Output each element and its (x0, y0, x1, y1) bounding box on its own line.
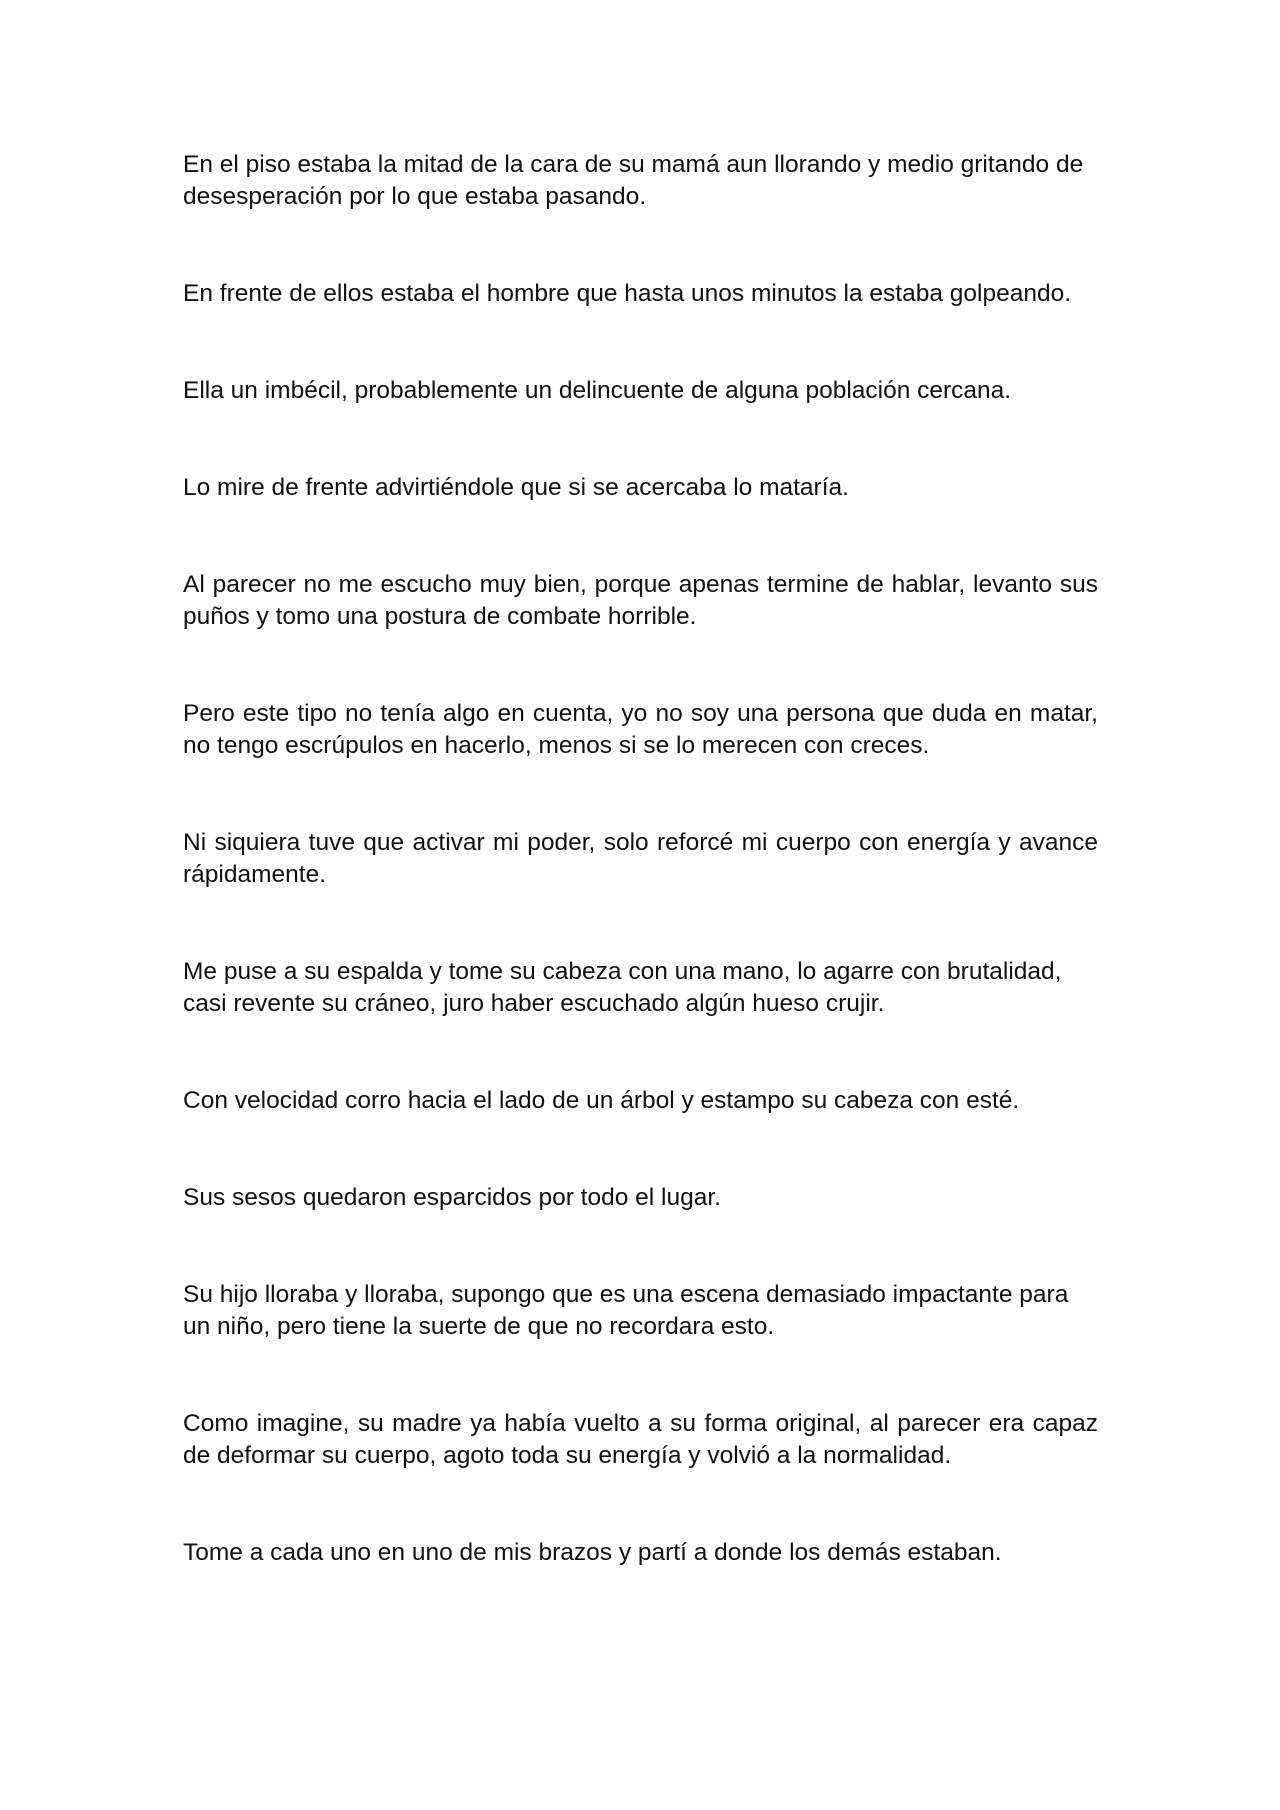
document-body (183, 149, 1098, 1634)
paragraph-4: Lo mire de frente advirtiéndole que si se acercaba lo mataría. (183, 474, 849, 501)
paragraph-11: Su hijo lloraba y lloraba, supongo que es una escena demasiado impactante para un niño, pero tiene la suerte de que no recordara esto. (183, 1281, 1069, 1340)
paragraph-2: En frente de ellos estaba el hombre que hasta unos minutos la estaba golpeando. (183, 280, 1072, 307)
paragraph-1: En el piso estaba la mitad de la cara de su mamá aun llorando y medio gritando de desesperación por lo que estaba pasando. (183, 151, 1084, 210)
paragraph-5: Al parecer no me escucho muy bien, porque apenas termine de hablar, levanto sus puños y tomo una postura de combate horrible. (183, 571, 1098, 630)
paragraph-8: Me puse a su espalda y tome su cabeza con una mano, lo agarre con brutalidad, casi revente su cráneo, juro haber escuchado algún hueso crujir. (183, 958, 1062, 1017)
paragraph-12: Como imagine, su madre ya había vuelto a su forma original, al parecer era capaz de deformar su cuerpo, agoto toda su energía y volvió a la normalidad. (183, 1410, 1098, 1469)
paragraph-6: Pero este tipo no tenía algo en cuenta, yo no soy una persona que duda en matar, no tengo escrúpulos en hacerlo, menos si se lo merecen con creces. (183, 700, 1098, 759)
paragraph-9: Con velocidad corro hacia el lado de un árbol y estampo su cabeza con esté. (183, 1087, 1020, 1114)
paragraph-3: Ella un imbécil, probablemente un delincuente de alguna población cercana. (183, 377, 1012, 404)
paragraph-10: Sus sesos quedaron esparcidos por todo el lugar. (183, 1184, 721, 1211)
paragraph-13: Tome a cada uno en uno de mis brazos y partí a donde los demás estaban. (183, 1539, 1002, 1566)
paragraph-7: Ni siquiera tuve que activar mi poder, solo reforcé mi cuerpo con energía y avance rápidamente. (183, 829, 1098, 888)
